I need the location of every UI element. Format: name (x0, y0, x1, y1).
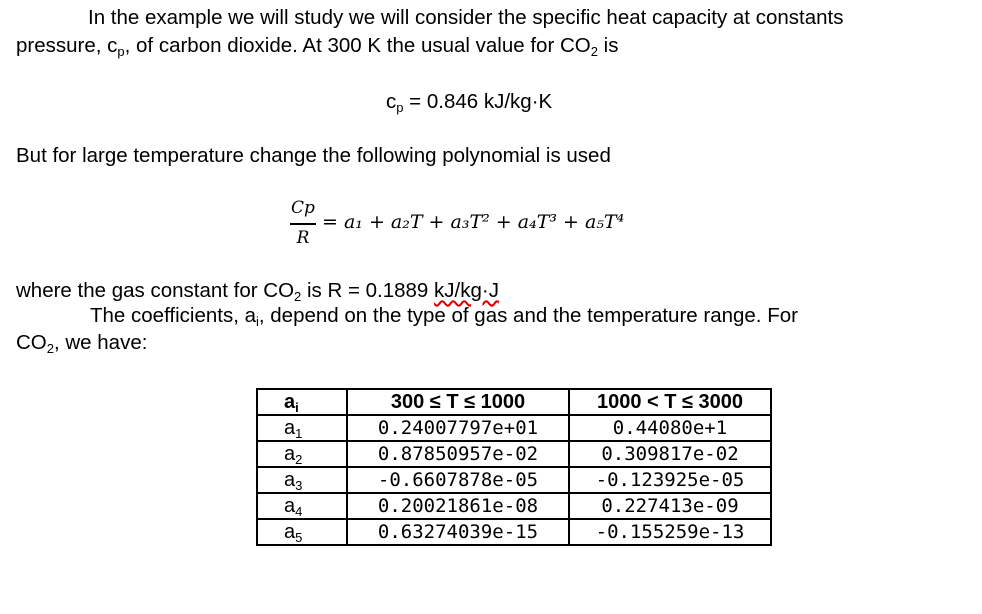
value-low-range: 0.24007797e+01 (347, 415, 569, 441)
fraction-bar (290, 223, 316, 225)
value-low-range: -0.6607878e-05 (347, 467, 569, 493)
text: = 0.846 kJ/kg·K (403, 90, 553, 113)
subscript: i (256, 314, 259, 329)
coefficient-label: $a_5$ (257, 519, 347, 545)
subscript: p (396, 100, 404, 115)
text: , we have: (53, 331, 148, 354)
paragraph-3 (16, 279, 499, 303)
coefficient-label: $a_3$ (257, 467, 347, 493)
paragraph-2 (16, 144, 611, 168)
text: pressure, c (16, 34, 118, 57)
header-range-high: 1000 < T ≤ 3000 (569, 389, 771, 415)
equation-cp-value (386, 90, 552, 114)
paragraph-1-line-1 (88, 6, 843, 30)
table-row (257, 441, 771, 467)
paragraph-4-line-1 (90, 304, 798, 328)
paragraph-1-line-2 (16, 34, 618, 58)
text: But for large temperature change the following polynomial is used (16, 144, 611, 167)
polynomial-rhs: = a₁ + a₂T + a₃T² + a₄T³ + a₅T⁴ (322, 211, 625, 233)
value-low-range: 0.87850957e-02 (347, 441, 569, 467)
fraction-denominator: R (296, 228, 310, 248)
text: is (597, 34, 619, 57)
table-header-row (257, 389, 771, 415)
units-text: kJ/kg·J (434, 279, 499, 302)
text: , of carbon dioxide. At 300 K the usual value for CO (124, 34, 591, 57)
text: CO (16, 331, 47, 354)
text: is R = 0.1889 (301, 279, 435, 302)
header-coefficient: $a_i$ (257, 389, 347, 415)
subscript: 2 (294, 289, 302, 304)
subscript: 2 (46, 341, 54, 356)
table-row (257, 519, 771, 545)
coefficient-label: $a_1$ (257, 415, 347, 441)
value-high-range: 0.227413e-09 (569, 493, 771, 519)
text: c (386, 90, 397, 113)
value-high-range: 0.44080e+1 (569, 415, 771, 441)
coefficient-label: $a_4$ (257, 493, 347, 519)
text: The coefficients, a (90, 304, 256, 327)
value-high-range: 0.309817e-02 (569, 441, 771, 467)
header-range-low: 300 ≤ T ≤ 1000 (347, 389, 569, 415)
table-row (257, 493, 771, 519)
table-row (257, 415, 771, 441)
coefficients-table (256, 388, 772, 546)
fraction-numerator: Cp (291, 198, 315, 218)
value-low-range: 0.20021861e-08 (347, 493, 569, 519)
text: , depend on the type of gas and the temperature range. For (258, 304, 798, 327)
value-high-range: -0.123925e-05 (569, 467, 771, 493)
paragraph-4-line-2 (16, 331, 147, 355)
text: In the example we will study we will consider the specific heat capacity at constants (88, 6, 844, 29)
table-row (257, 467, 771, 493)
subscript: p (117, 44, 125, 59)
text: where the gas constant for CO (16, 279, 295, 302)
value-low-range: 0.63274039e-15 (347, 519, 569, 545)
value-high-range: -0.155259e-13 (569, 519, 771, 545)
coefficient-label: $a_2$ (257, 441, 347, 467)
subscript: 2 (590, 44, 598, 59)
